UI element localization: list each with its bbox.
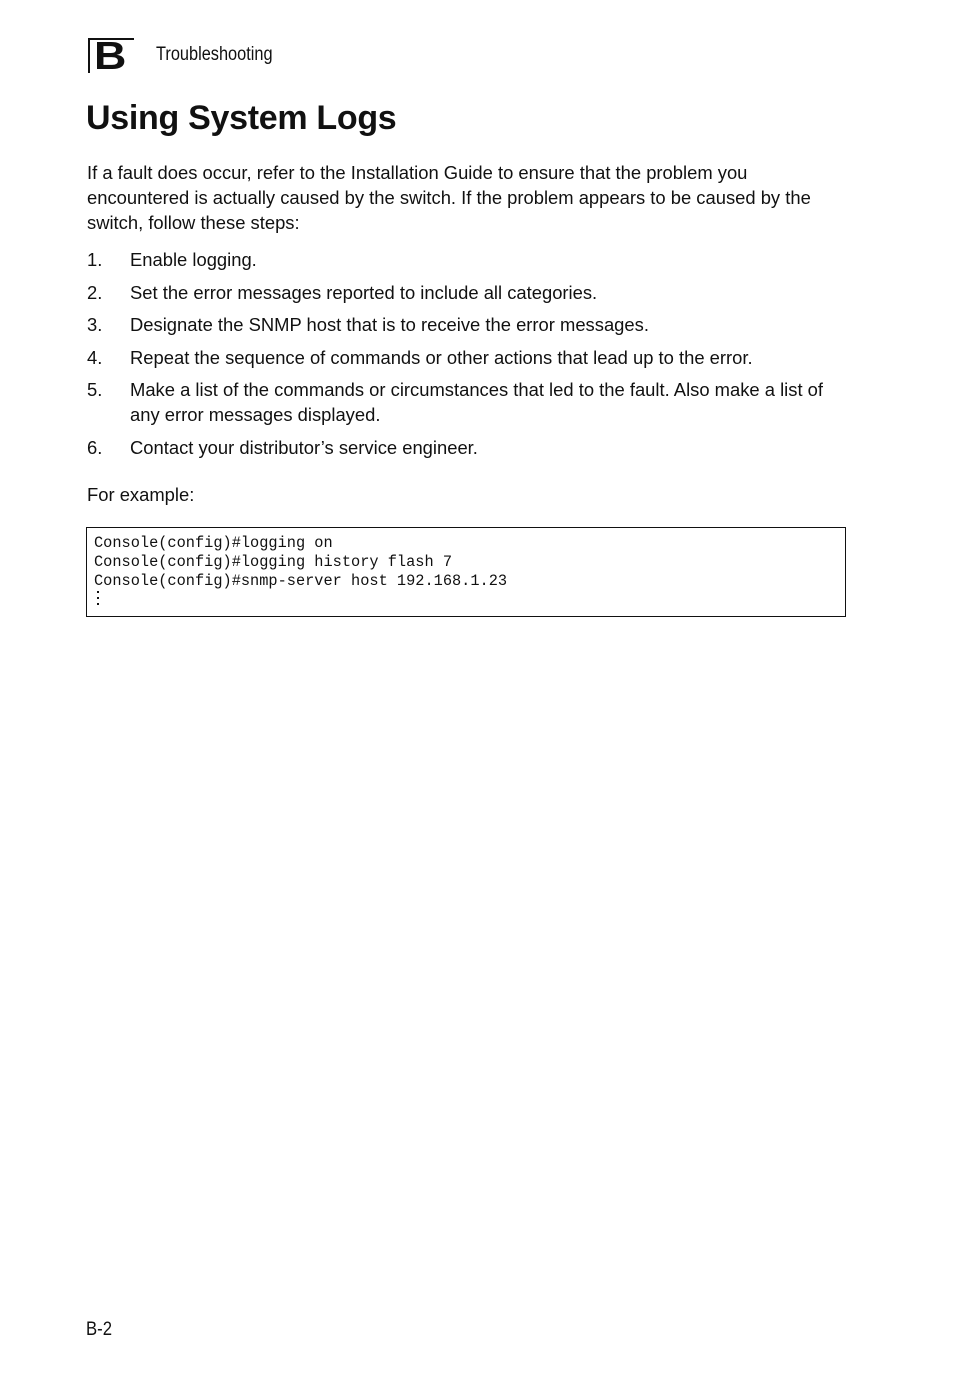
list-item — [87, 435, 847, 460]
list-item — [87, 345, 847, 370]
page-number: B-2 — [86, 1319, 113, 1340]
list-item — [87, 377, 847, 427]
list-item — [87, 247, 847, 272]
step-number: 3. — [87, 314, 103, 335]
steps-list — [87, 247, 847, 460]
list-item — [87, 312, 847, 337]
step-text: Designate the SNMP host that is to receive the error messages. — [130, 314, 649, 335]
intro-paragraph: If a fault does occur, refer to the Installation Guide to ensure that the problem you encountered is actually caused by the switch. If the problem appears to be caused by the switch, follow these steps: — [87, 162, 811, 233]
code-line: Console(config)#logging history flash 7 — [94, 553, 453, 571]
vertical-ellipsis-icon — [97, 591, 101, 607]
step-number: 2. — [87, 281, 103, 303]
code-line: Console(config)#snmp-server host 192.168.1.23 — [94, 572, 508, 590]
code-line: Console(config)#logging on — [94, 534, 333, 552]
page-body — [87, 160, 847, 507]
appendix-badge — [87, 35, 135, 78]
step-number: 5. — [87, 379, 103, 400]
step-number: 6. — [87, 436, 103, 458]
page-title: Using System Logs — [86, 99, 397, 137]
running-header-section: Troubleshooting — [156, 44, 273, 65]
step-text: Repeat the sequence of commands or other actions that lead up to the error. — [130, 346, 753, 368]
step-text: Set the error messages reported to include all categories. — [130, 281, 598, 303]
appendix-letter: B — [94, 35, 127, 78]
step-number: 4. — [87, 346, 103, 368]
list-item — [87, 280, 847, 305]
step-text: Contact your distributor’s service engineer. — [130, 436, 478, 458]
step-text: Enable logging. — [130, 249, 257, 270]
code-example — [86, 527, 846, 617]
step-number: 1. — [87, 249, 103, 270]
example-lead-in: For example: — [87, 483, 195, 505]
badge-rule-left — [88, 39, 90, 73]
step-text: Make a list of the commands or circumstances that led to the fault. Also make a list of any error messages displayed. — [130, 379, 824, 425]
